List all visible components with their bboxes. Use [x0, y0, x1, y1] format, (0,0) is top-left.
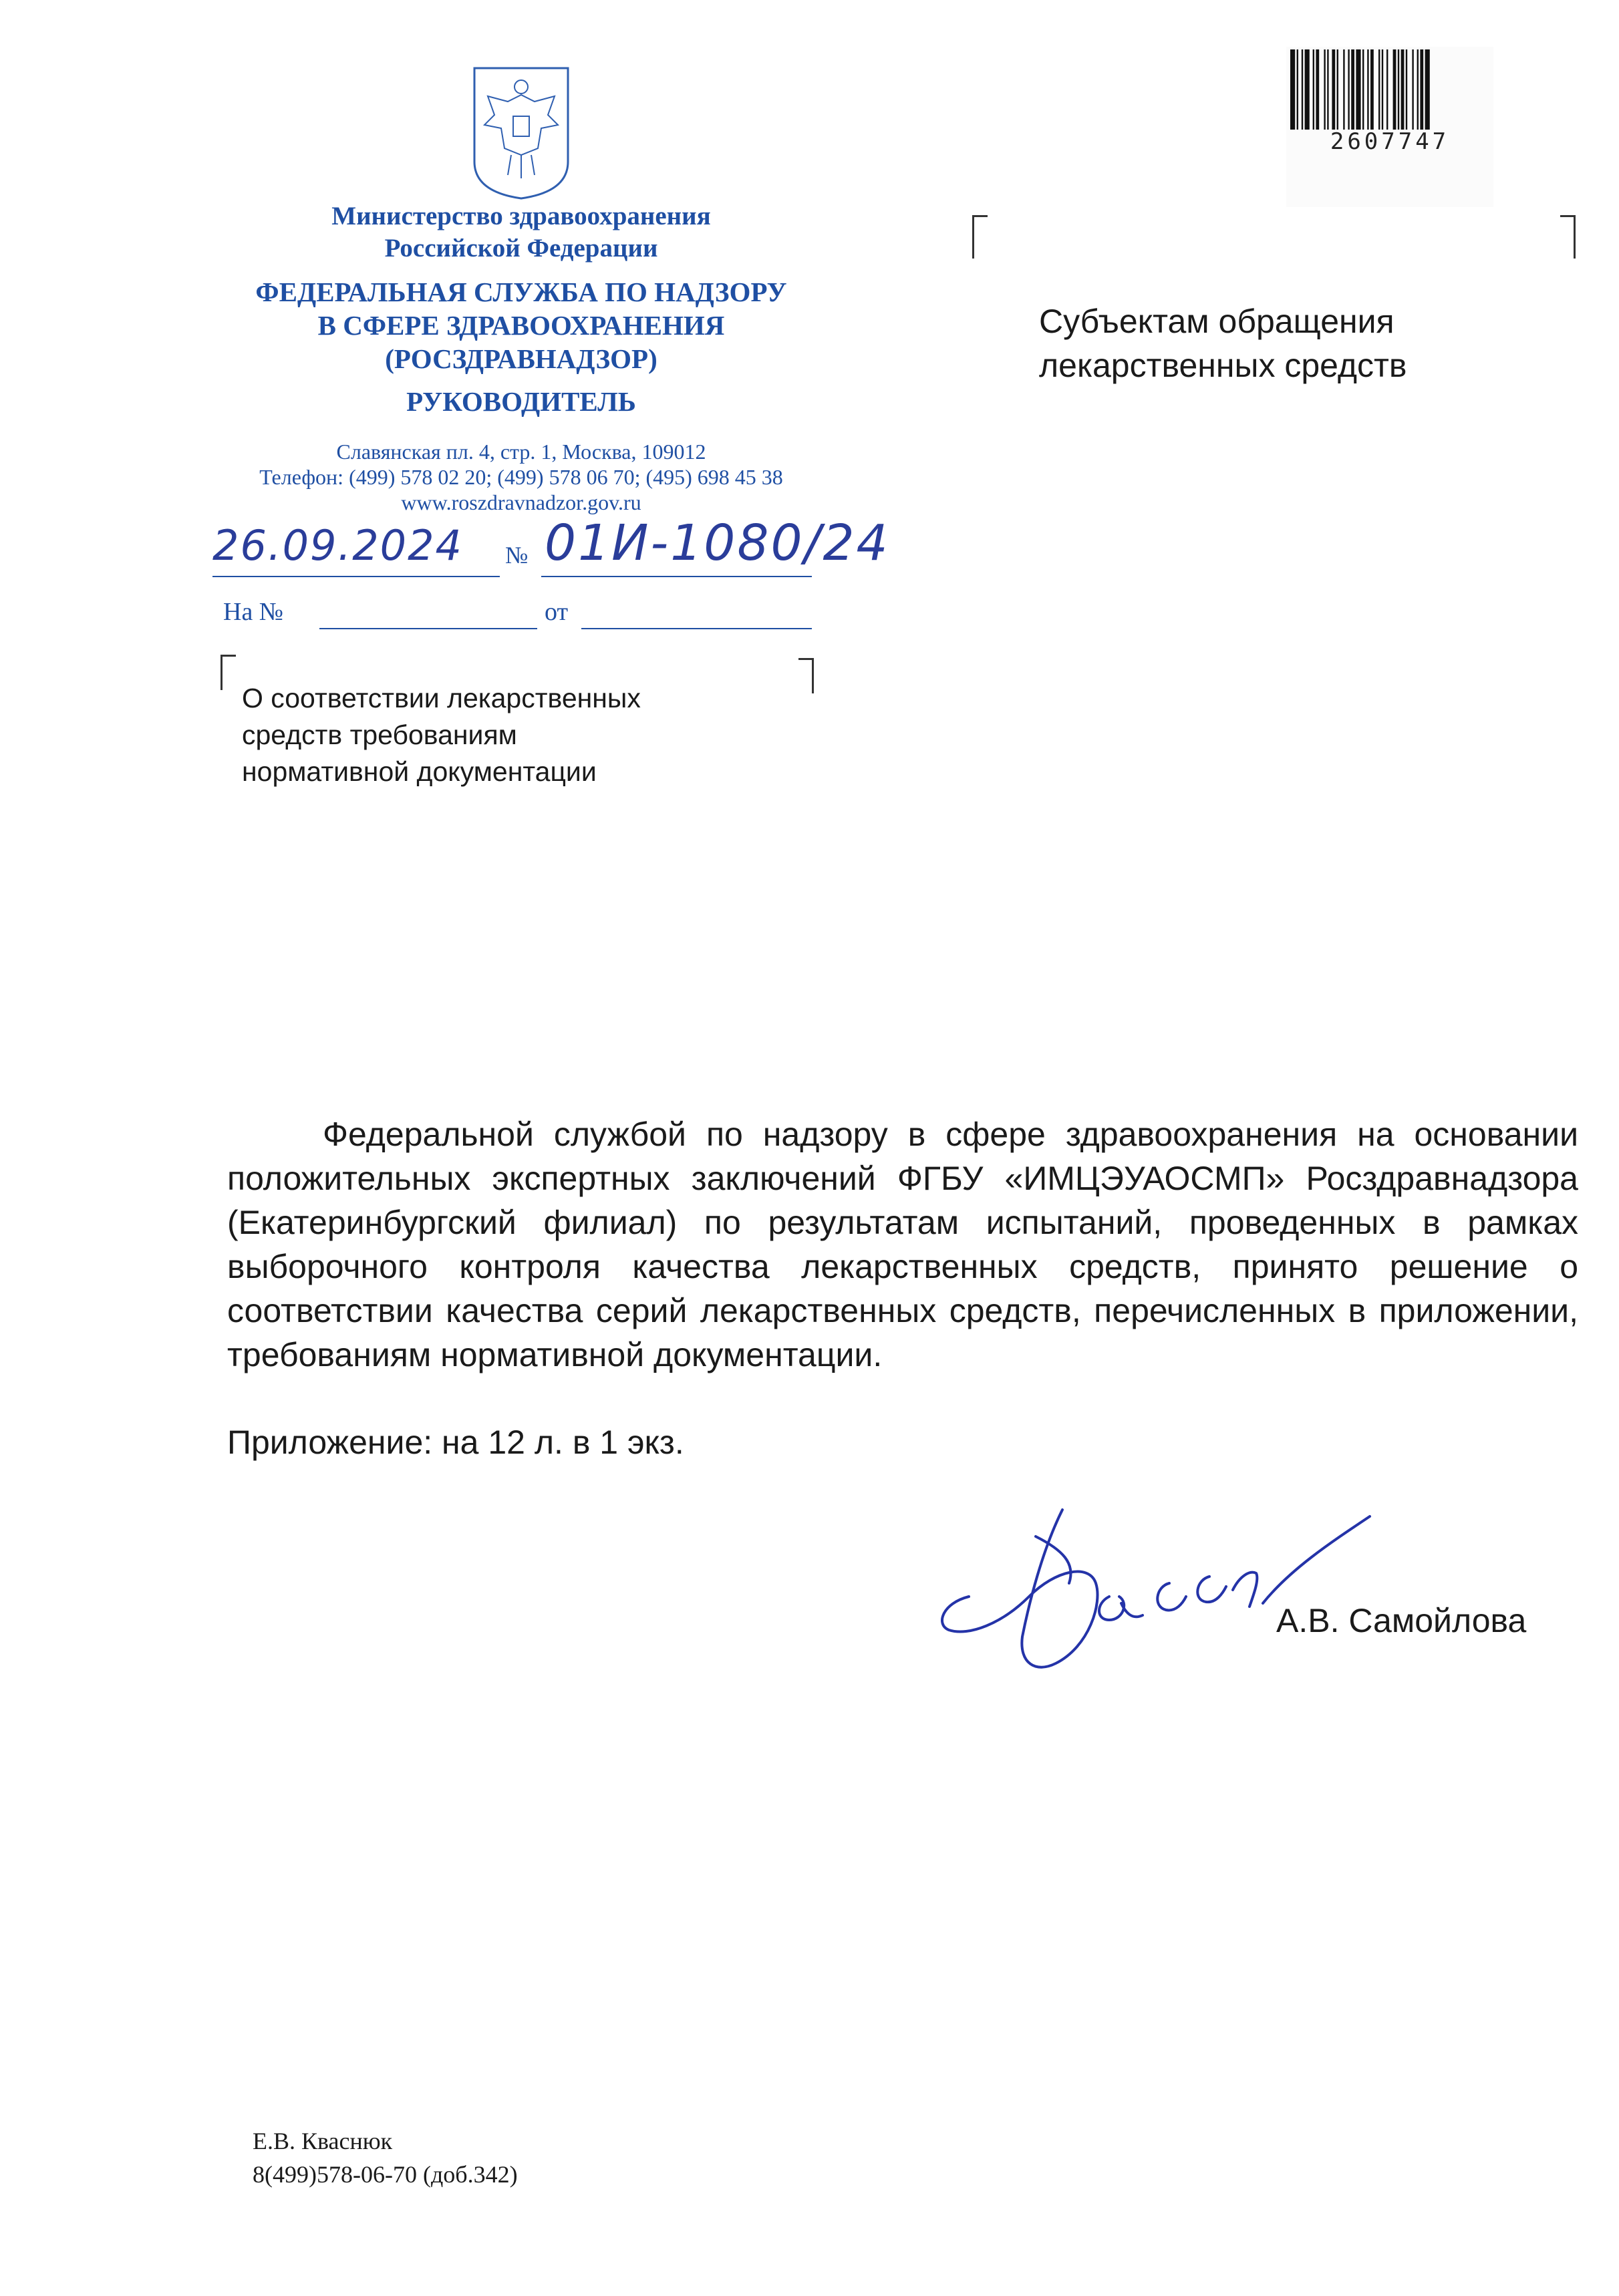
- ref-number-underline: [319, 628, 537, 629]
- registration-date: 26.09.2024: [212, 521, 463, 570]
- subject-line2: средств требованиям: [242, 719, 517, 750]
- registration-number: 01И-1080/24: [545, 514, 890, 572]
- addressee-bracket-left: [972, 215, 988, 259]
- addressee-line1: Субъектам обращения: [1039, 303, 1394, 340]
- ref-from-underline: [581, 628, 812, 629]
- addressee-block: [1039, 299, 1507, 387]
- postal-address: Славянская пл. 4, стр. 1, Москва, 109012: [336, 440, 706, 464]
- barcode: [1286, 47, 1493, 207]
- subject-bracket-left: [220, 655, 236, 690]
- ref-number-label: На №: [223, 598, 284, 626]
- website: www.roszdravnadzor.gov.ru: [401, 490, 641, 514]
- service-name: [200, 275, 842, 375]
- handwritten-signature-icon: [929, 1470, 1396, 1697]
- contact-block: [187, 439, 855, 515]
- subject-line1: О соответствии лекарственных: [242, 683, 641, 713]
- subject-block: [242, 680, 843, 790]
- date-underline: [212, 576, 500, 577]
- ministry-line1: Министерство здравоохранения: [331, 202, 711, 230]
- subject-line3: нормативной документации: [242, 756, 597, 787]
- addressee-bracket-right: [1560, 215, 1576, 259]
- service-line1: ФЕДЕРАЛЬНАЯ СЛУЖБА ПО НАДЗОРУ: [255, 277, 787, 307]
- ministry-name: [220, 200, 822, 265]
- signer-name: А.В. Самойлова: [1276, 1602, 1527, 1639]
- body-paragraph: Федеральной службой по надзору в сфере здравоохранения на основании положительных экспертных заключений ФГБУ «ИМЦЭУАОСМП» Росздравнадзора (Екатеринбургский филиал) по результатам испытаний, проведенных в рамках выборочного контроля качества лекарственных средств, принято решение о соответствии качества серий лекарственных средств, перечисленных в приложении, требованиям нормативной документации.: [227, 1116, 1578, 1373]
- attachment-note: Приложение: на 12 л. в 1 экз.: [227, 1424, 684, 1461]
- position-title: РУКОВОДИТЕЛЬ: [406, 386, 636, 417]
- number-label: №: [505, 542, 529, 568]
- service-line2: В СФЕРЕ ЗДРАВООХРАНЕНИЯ: [317, 310, 725, 341]
- executor-phone: 8(499)578-06-70 (доб.342): [253, 2161, 518, 2188]
- phone-numbers: Телефон: (499) 578 02 20; (499) 578 06 70; (495) 698 45 38: [259, 465, 783, 489]
- ref-from-label: от: [545, 598, 569, 626]
- service-line3: (РОСЗДРАВНАДЗОР): [385, 343, 657, 374]
- russian-coat-of-arms-icon: [468, 61, 575, 202]
- executor-name: Е.В. Кваснюк: [253, 2128, 393, 2154]
- addressee-line2: лекарственных средств: [1039, 347, 1407, 384]
- barcode-bars-icon: [1290, 49, 1491, 130]
- ministry-line2: Российской Федерации: [384, 234, 658, 263]
- barcode-number: 2607747: [1330, 128, 1450, 155]
- executor-block: [253, 2124, 787, 2191]
- number-underline: [541, 576, 812, 577]
